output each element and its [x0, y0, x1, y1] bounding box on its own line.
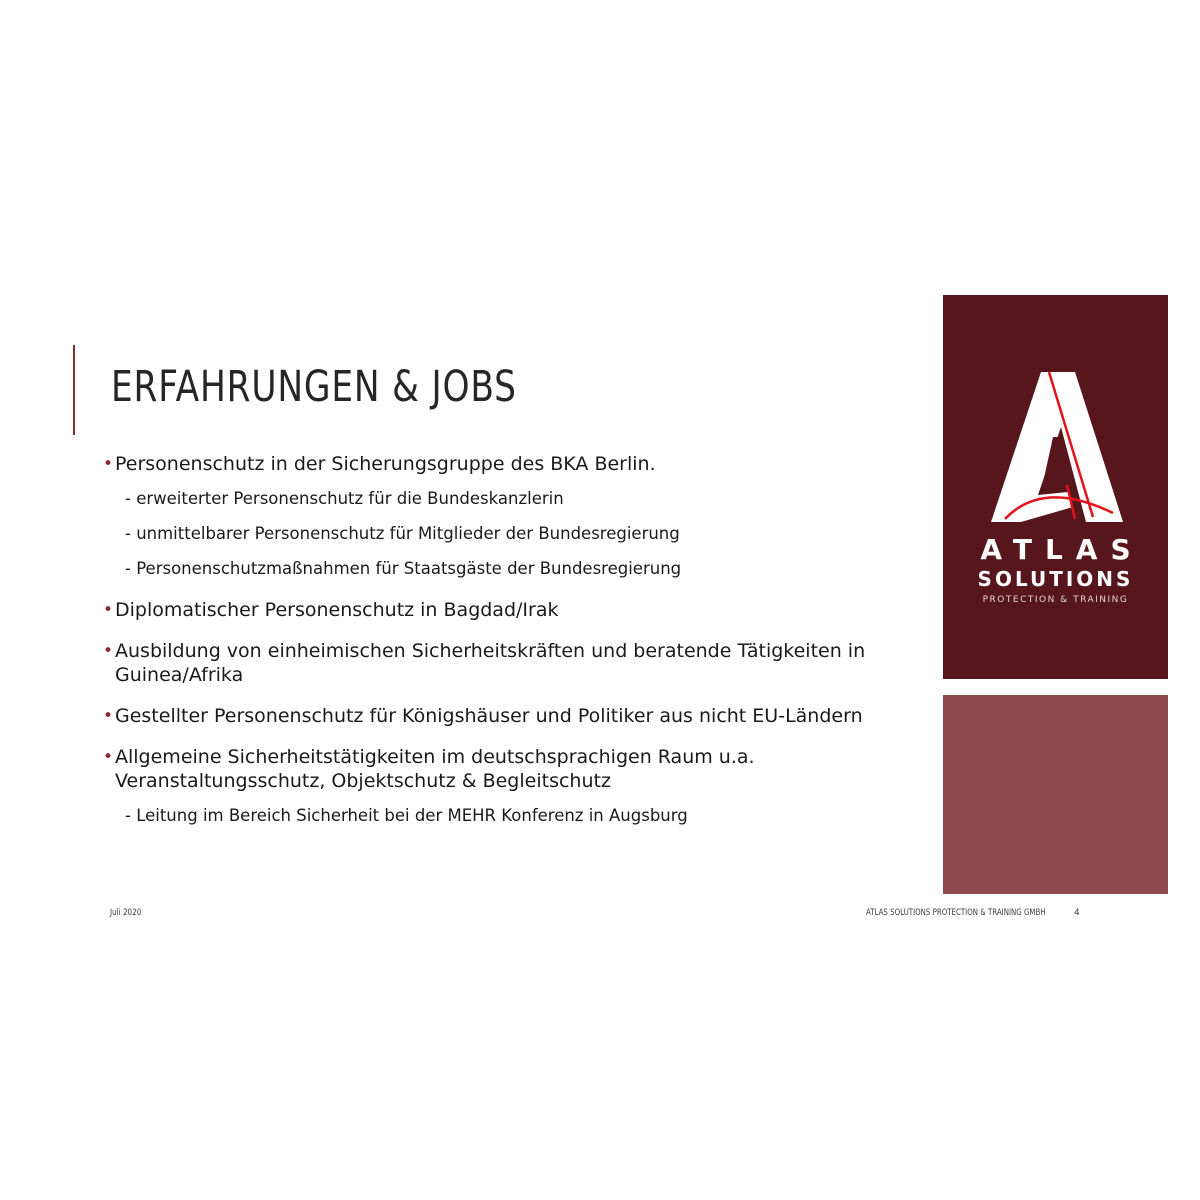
- sub-bullet: - unmittelbarer Personenschutz für Mitglieder der Bundesregierung: [125, 524, 680, 543]
- bullet-marker: •: [103, 747, 114, 767]
- sub-bullet: - Leitung im Bereich Sicherheit bei der MEHR Konferenz in Augsburg: [125, 806, 688, 825]
- bullet-item: [103, 745, 903, 793]
- logo-tagline: PROTECTION & TRAINING: [982, 595, 1129, 605]
- bullet-marker: •: [103, 454, 114, 474]
- atlas-a-logo-icon: [983, 367, 1133, 527]
- slide-title: ERFAHRUNGEN & JOBS: [111, 362, 517, 412]
- footer-page-number: 4: [1074, 908, 1080, 918]
- bullet-item: [103, 704, 903, 728]
- logo-word-atlas: ATLAS: [980, 533, 1144, 566]
- bullet-marker: •: [103, 706, 114, 726]
- bullet-text: Diplomatischer Personenschutz in Bagdad/Irak: [115, 599, 559, 621]
- bullet-text: Allgemeine Sicherheitstätigkeiten im deutschsprachigen Raum u.a. Veranstaltungsschutz, Objektschutz & Begleitschutz: [115, 746, 755, 792]
- logo-panel: [943, 295, 1168, 679]
- bullet-text: Ausbildung von einheimischen Sicherheitskräften und beratende Tätigkeiten in Guinea/Afrika: [115, 640, 866, 686]
- bullet-marker: •: [103, 600, 114, 620]
- bullet-text: Gestellter Personenschutz für Königshäuser und Politiker aus nicht EU-Ländern: [115, 705, 863, 727]
- bullet-item: [103, 598, 903, 622]
- footer-company: ATLAS SOLUTIONS PROTECTION & TRAINING GMBH: [866, 908, 1046, 918]
- footer-date: Juli 2020: [110, 908, 142, 918]
- bullet-list: [103, 452, 903, 845]
- bullet-item: [103, 639, 903, 687]
- decorative-color-block: [943, 695, 1168, 894]
- sub-bullet: - Personenschutzmaßnahmen für Staatsgäste der Bundesregierung: [125, 559, 682, 578]
- bullet-text: Personenschutz in der Sicherungsgruppe des BKA Berlin.: [115, 453, 656, 475]
- title-accent-bar: [73, 345, 75, 435]
- bullet-item: [103, 452, 903, 476]
- logo-word-solutions: SOLUTIONS: [977, 567, 1134, 591]
- bullet-marker: •: [103, 641, 114, 661]
- sub-bullet: - erweiterter Personenschutz für die Bundeskanzlerin: [125, 489, 564, 508]
